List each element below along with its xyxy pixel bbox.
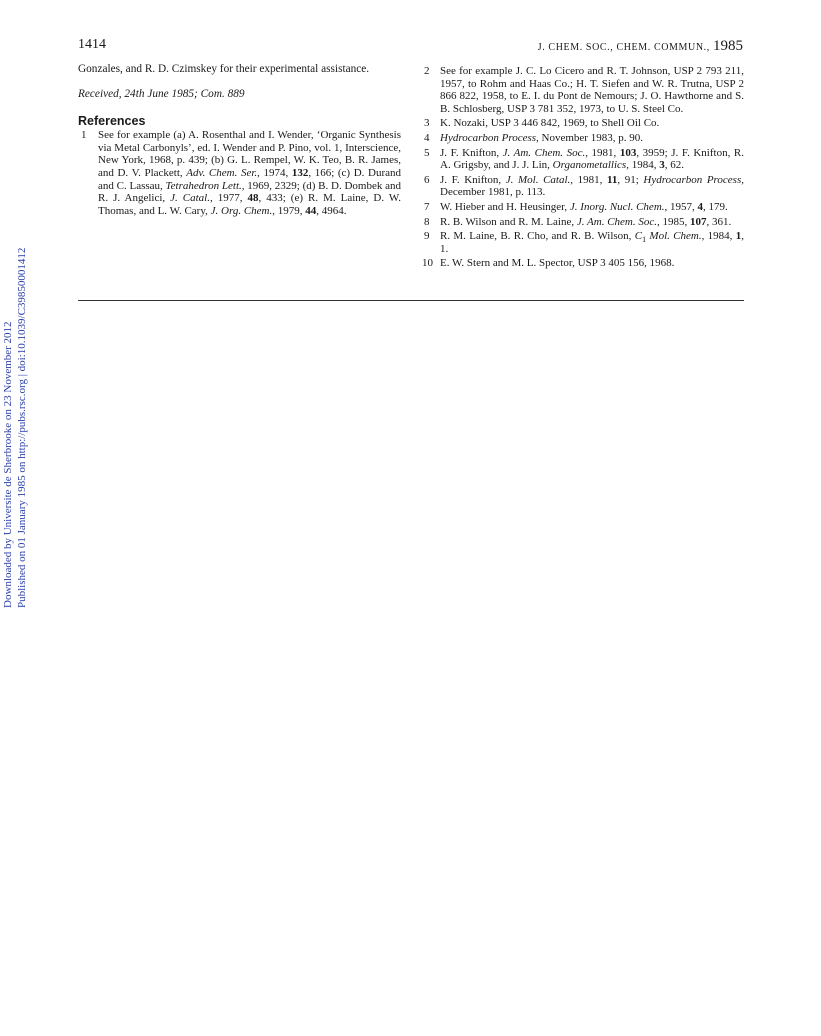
reference-text: See for example (a) A. Rosenthal and I. Wender, ‘Organic Synthesis via Metal Carbonyls’, ed. I. Wender and P. Pino, vol. 1, Interscience, New York, 1968, p. 439; (b) G. L. Rempel, W. K. Teo, B. R. James, and D. V. Plackett, Adv. Chem. Ser., 1974, 132, 166; (c) D. Durand and C. Lassau, Tetrahedron Lett., 1969, 2329; (d) B. D. Dombek and R. J. Angelici, J. Catal., 1977, 48, 433; (e) R. M. Laine, D. W. Thomas, and L. W. Cary, J. Org. Chem., 1979, 44, 4964. xyxy=(98,129,402,217)
journal-year: 1985 xyxy=(713,38,743,54)
reference-item xyxy=(424,147,744,172)
reference-item xyxy=(424,257,744,270)
journal-name: J. CHEM. SOC., CHEM. COMMUN., xyxy=(537,42,710,53)
reference-item xyxy=(424,174,744,199)
reference-item xyxy=(424,132,744,145)
acknowledgement: Gonzales, and R. D. Czimskey for their experimental assistance. xyxy=(78,63,370,75)
reference-text: K. Nozaki, USP 3 446 842, 1969, to Shell Oil Co. xyxy=(440,117,660,130)
reference-number: 3 xyxy=(424,117,430,130)
reference-item xyxy=(78,129,401,217)
reference-number: 2 xyxy=(424,65,430,77)
page-number: 1414 xyxy=(78,37,106,52)
reference-text: J. F. Knifton, J. Mol. Catal., 1981, 11, 91; Hydrocarbon Process, December 1981, p. 113. xyxy=(440,173,744,199)
reference-item xyxy=(424,216,744,229)
reference-text: See for example J. C. Lo Cicero and R. T. Johnson, USP 2 793 211, 1957, to Rohm and Haas Co.; H. T. Siefen and W. R. Trutna, USP 2 866 822, 1958, to E. I. du Pont de Nemours; J. O. Hawthorne and S. B. Schlosberg, USP 3 781 352, 1973, to U. S. Steel Co. xyxy=(440,65,744,115)
reference-item xyxy=(424,230,744,255)
reference-text: W. Hieber and H. Heusinger, J. Inorg. Nucl. Chem., 1957, 4, 179. xyxy=(440,200,728,213)
downloaded-by-line: Downloaded by Universite de Sherbrooke on 23 November 2012 xyxy=(2,321,14,608)
download-watermark xyxy=(2,247,30,608)
reference-number: 7 xyxy=(424,200,430,213)
reference-text: R. B. Wilson and R. M. Laine, J. Am. Chem. Soc., 1985, 107, 361. xyxy=(440,215,732,228)
reference-number: 6 xyxy=(424,173,430,186)
reference-number: 8 xyxy=(424,215,430,228)
reference-item xyxy=(424,117,744,130)
reference-number: 9 xyxy=(424,230,430,243)
reference-number: 4 xyxy=(424,131,430,144)
right-column xyxy=(424,63,744,270)
reference-list-left xyxy=(78,129,401,217)
reference-item xyxy=(424,65,744,115)
reference-number: 1 xyxy=(81,129,87,142)
reference-text: Hydrocarbon Process, November 1983, p. 90. xyxy=(440,131,643,144)
published-on-line: Published on 01 January 1985 on http://pubs.rsc.org | doi:10.1039/C39850001412 xyxy=(16,247,28,608)
left-column xyxy=(78,63,401,217)
reference-text: J. F. Knifton, J. Am. Chem. Soc., 1981, 103, 3959; J. F. Knifton, R. A. Grigsby, and J. J. Lin, Organometallics, 1984, 3, 62. xyxy=(440,146,744,172)
received-line: Received, 24th June 1985; Com. 889 xyxy=(78,88,245,100)
reference-list-right xyxy=(424,65,744,270)
end-rule xyxy=(78,300,744,301)
reference-text: E. W. Stern and M. L. Spector, USP 3 405 156, 1968. xyxy=(440,257,675,270)
references-heading: References xyxy=(78,113,146,128)
reference-text: R. M. Laine, B. R. Cho, and R. B. Wilson, $C_1$ Mol. Chem., 1984, 1, 1. xyxy=(440,230,744,255)
reference-item xyxy=(424,201,744,214)
reference-number: 5 xyxy=(424,146,430,159)
running-head xyxy=(538,38,743,55)
reference-number: 10 xyxy=(422,257,433,270)
